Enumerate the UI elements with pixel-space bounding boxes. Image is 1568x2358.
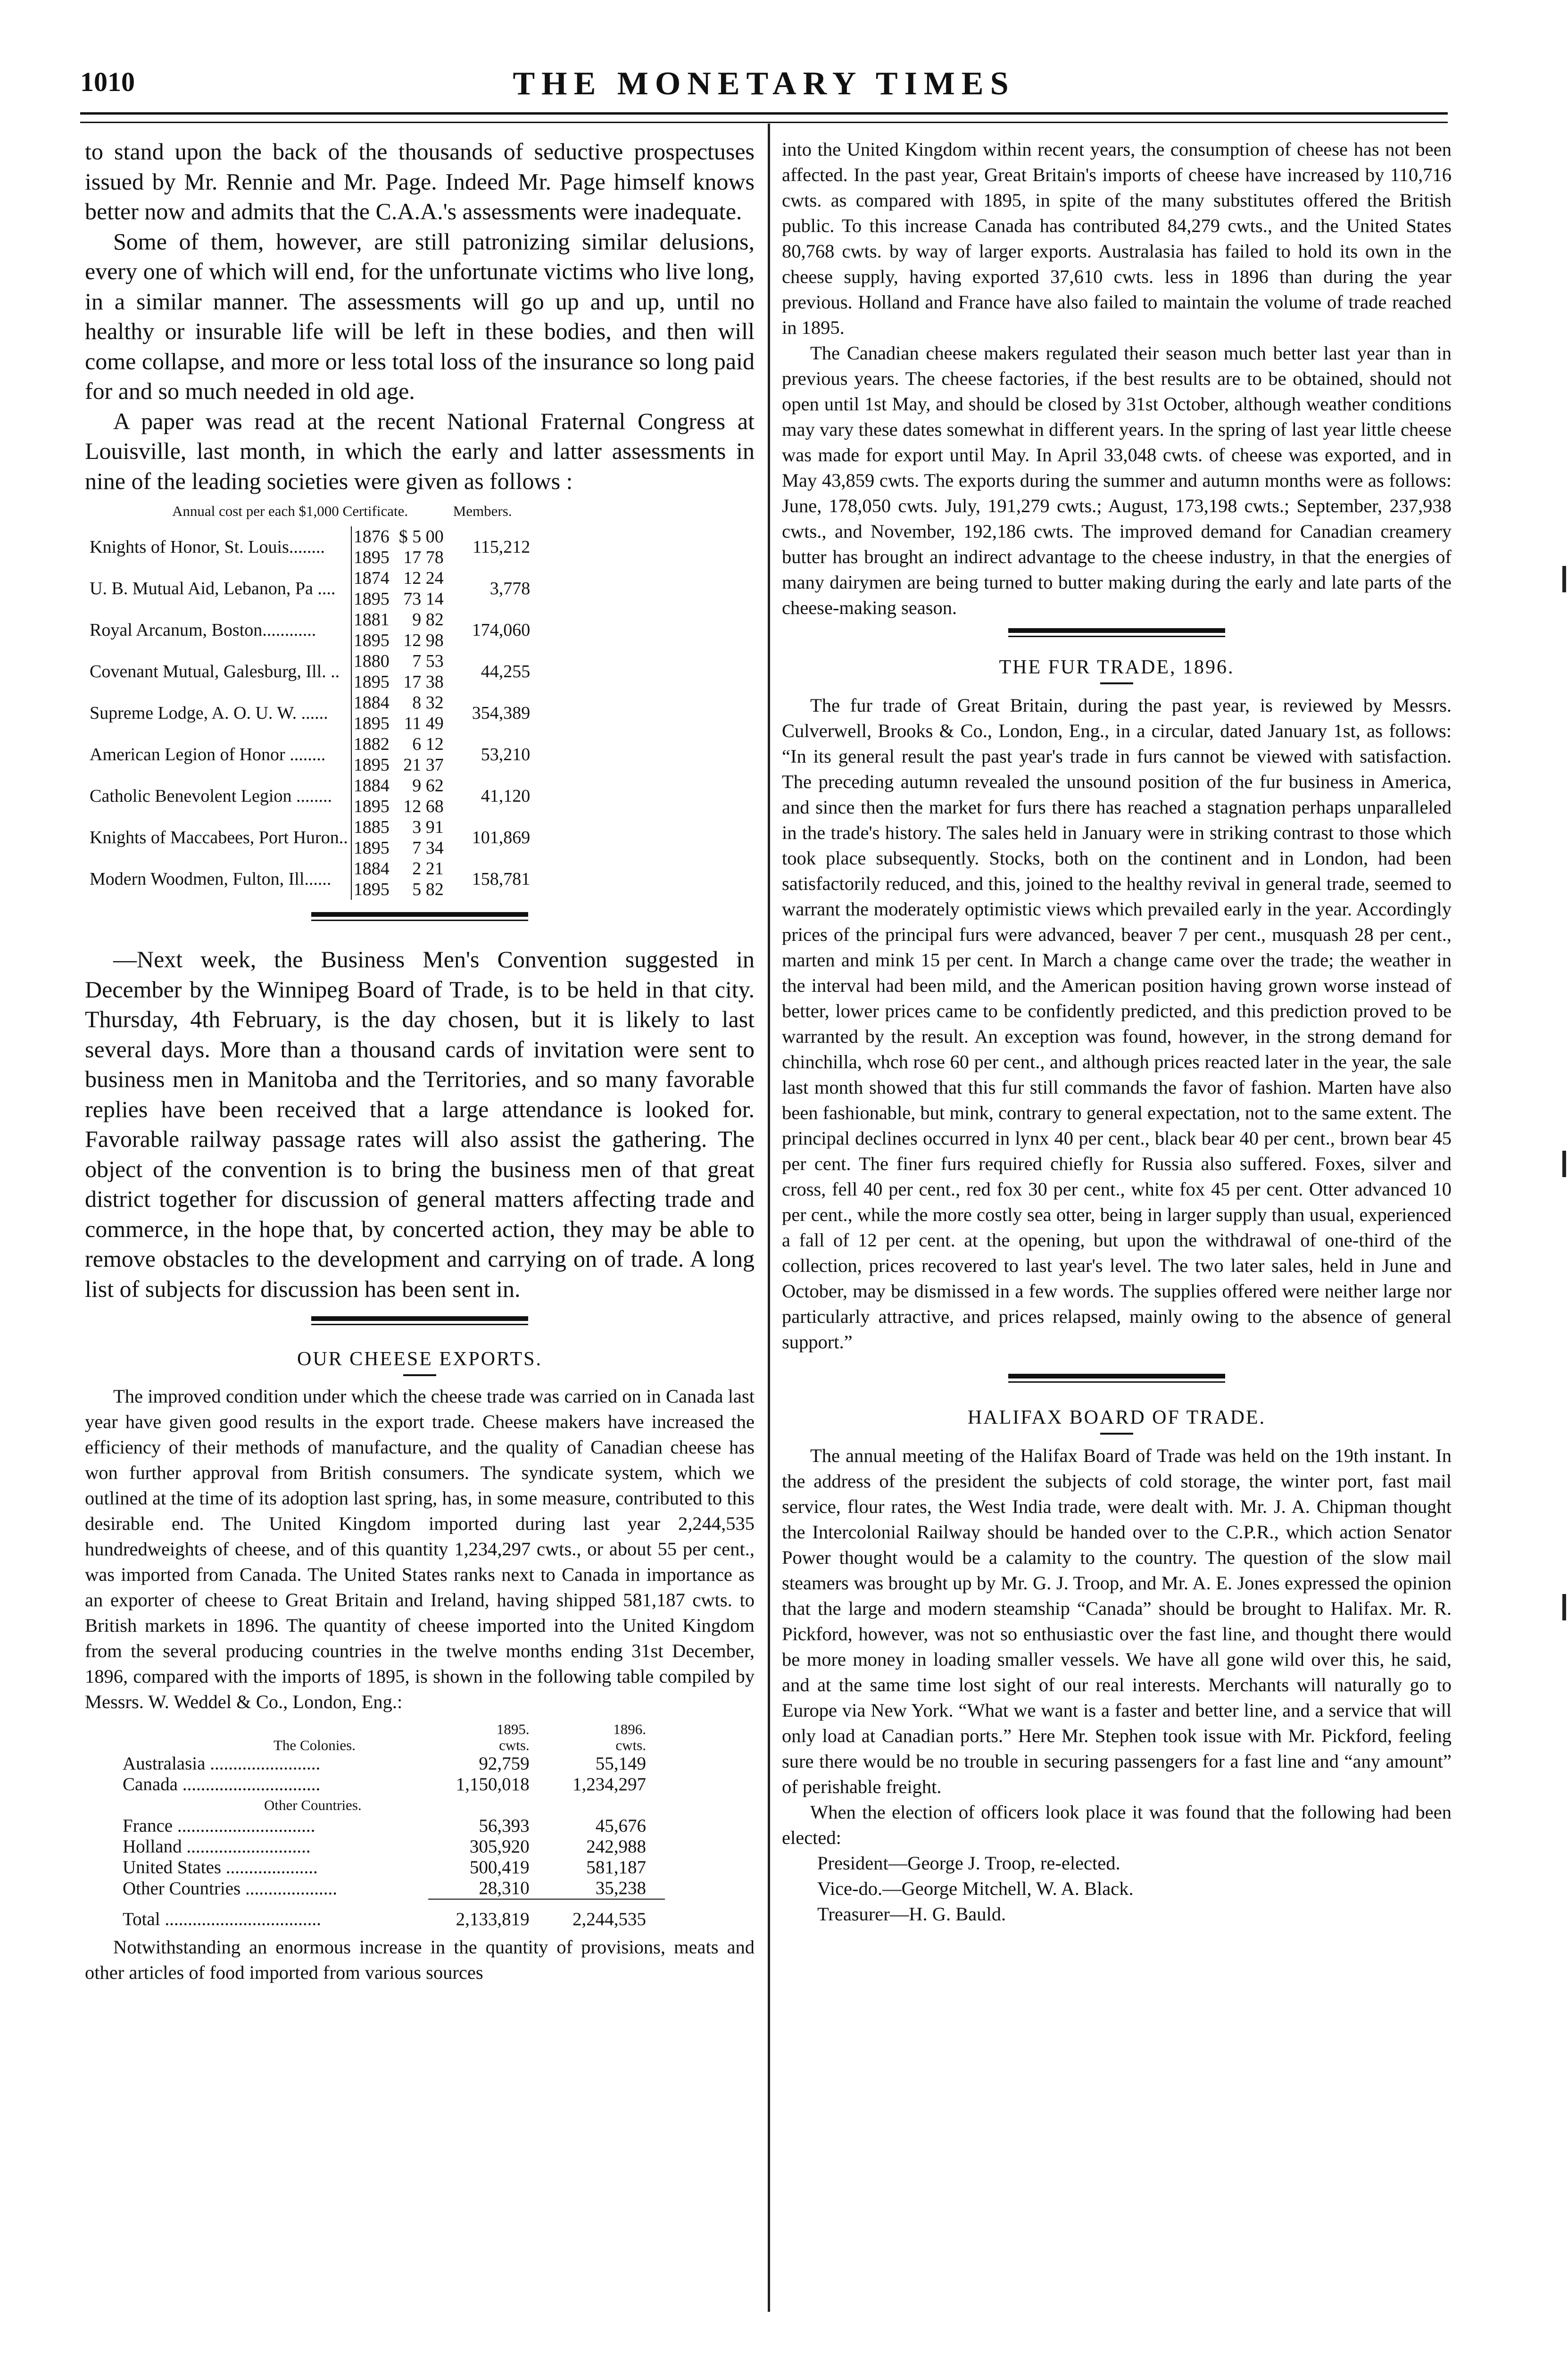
value-1895: 305,920 (469, 1836, 530, 1857)
assessment-cost: 3 91 (412, 817, 444, 837)
assessment-cost: 8 32 (412, 693, 444, 713)
article-paragraph: When the election of officers look place it was found that the following had been elected: (782, 1802, 1452, 1848)
society-name: Knights of Honor, St. Louis........ (90, 537, 325, 557)
fraternal-assessment-table (90, 503, 530, 900)
page-header (80, 61, 1448, 113)
assessment-cost: $ 5 00 (398, 527, 444, 547)
fraternal-row (90, 817, 530, 838)
assessment-year: 1881 (351, 609, 390, 630)
assessment-year: 1895 (351, 755, 390, 775)
assessment-year: 1895 (351, 672, 390, 692)
society-name: Covenant Mutual, Galesburg, Ill. .. (90, 662, 340, 681)
value-1896: 242,988 (586, 1836, 646, 1857)
right-column (782, 137, 1452, 1927)
assessment-cost: 12 98 (403, 631, 444, 650)
assessment-year: 1884 (351, 858, 390, 879)
section-title-halifax: HALIFAX BOARD OF TRADE. (967, 1407, 1266, 1428)
country-row (123, 1857, 665, 1878)
assessment-year: 1895 (351, 713, 390, 734)
country-name: Canada .............................. (123, 1774, 321, 1794)
assessment-cost: 12 24 (403, 568, 444, 588)
article-paragraph: —Next week, the Business Men's Convention suggested in December by the Winnipeg Board of Trade, is to be held in that city. Thursday, 4th February, is the day chosen, but it is likely to last several days. More than a thousand cards of invitation were sent to business men in Manitoba and the Territories, and so many favorable replies have been received that a large attendance is looked for. Favorable railway passage rates will also assist the gathering. The object of the convention is to bring the business men of that great district together for discussion of general matters affecting trade and commerce, in the hope that, by concerted action, they may be able to remove obstacles to the development and carrying on of trade. A long list of subjects for discussion has been sent in. (85, 946, 755, 1302)
country-name: Holland ........................... (123, 1836, 311, 1857)
value-1896: 55,149 (595, 1753, 646, 1774)
colonies-label: The Colonies. (274, 1737, 356, 1753)
article-paragraph: A paper was read at the recent National Fraternal Congress at Louisville, last month, in which the early and latter assessments in nine of the leading societies were given as follows : (85, 407, 755, 494)
society-members: 44,255 (481, 662, 531, 681)
assessment-year: 1895 (351, 630, 390, 651)
total-row (123, 1899, 665, 1930)
country-name: Other Countries .................... (123, 1878, 337, 1899)
value-1895: 28,310 (479, 1878, 530, 1898)
assessment-cost: 73 14 (403, 589, 444, 609)
country-name: United States .................... (123, 1857, 318, 1877)
assessment-year: 1884 (351, 775, 390, 796)
assessment-year: 1882 (351, 734, 390, 755)
members-column-header: Members. (453, 503, 512, 519)
section-rule (1008, 1374, 1225, 1378)
society-members: 3,778 (489, 579, 531, 598)
country-name: France .............................. (123, 1816, 315, 1836)
country-row (123, 1836, 665, 1857)
country-row (123, 1816, 665, 1836)
society-members: 174,060 (472, 620, 531, 640)
article-paragraph: to stand upon the back of the thousands of seductive prospectuses issued by Mr. Rennie and Mr. Page. Indeed Mr. Page himself knows better now and admits that the C.A.A.'s assessments were inadequate. (85, 138, 755, 224)
article-paragraph: The Canadian cheese makers regulated their season much better last year than in previous years. The cheese factories, if the best results are to be obtained, should not open until 1st May, and should be closed by 31st October, although weather conditions may vary these dates somewhat in different years. In the spring of last year little cheese was made for export until May. In April 33,048 cwts. of cheese was exported, and in May 43,859 cwts. The exports during the summer and autumn months were as follows: June, 178,050 cwts. July, 191,279 cwts.; August, 173,198 cwts.; September, 237,938 cwts., and November, 192,186 cwts. The improved demand for Canadian creamery butter has brought an indirect advantage to the cheese industry, in that the energies of many dairymen are being turned to butter making during the early and late parts of the cheese-making season. (782, 342, 1452, 618)
fraternal-row (90, 609, 530, 630)
title-dash (1100, 1433, 1133, 1435)
margin-mark (1562, 1594, 1566, 1620)
section-rule-thin (1008, 1381, 1225, 1383)
country-name: Australasia ........................ (123, 1753, 321, 1774)
col-1895: 1895. (496, 1721, 530, 1737)
header-rule-thin (80, 122, 1448, 123)
title-dash (403, 1374, 436, 1376)
assessment-year: 1895 (351, 838, 390, 858)
officer-line: President—George J. Troop, re-elected. (817, 1852, 1120, 1874)
assessment-cost: 9 62 (412, 776, 444, 796)
article-paragraph: into the United Kingdom within recent years, the consumption of cheese has not been affected. In the past year, Great Britain's imports of cheese have increased by 110,716 cwts. as compared with 1895, in spite of the many substitutes offered the British public. To this increase Canada has contributed 84,279 cwts., and the United States 80,768 cwts. by way of larger exports. Australasia has failed to hold its own in the cheese supply, having exported 37,610 cwts. less in 1896 than during the year previous. Holland and France have also failed to maintain the volume of trade reached in 1895. (782, 139, 1452, 338)
society-name: Catholic Benevolent Legion ........ (90, 786, 332, 806)
assessment-year: 1874 (351, 568, 390, 589)
margin-mark (1562, 566, 1566, 592)
society-members: 41,120 (481, 786, 531, 806)
cheese-table-body (123, 1753, 665, 1930)
assessment-cost: 6 12 (412, 734, 444, 754)
article-paragraph: The fur trade of Great Britain, during the past year, is reviewed by Messrs. Culverwell, Brooks & Co., London, Eng., in a circular, dated January 1st, as follows: “In its general result the past year's trade in furs cannot be viewed with satisfaction. The preceding autumn revealed the unsound position of the fur business in America, and since then the market for furs there has reached a stagnation perhaps unparalleled in the trade's history. The sales held in January were in striking contrast to those which took place subsequently. Stocks, both on the continent and in London, had been satisfactorily reduced, and this, joined to the healthy revival in general trade, seemed to warrant the moderately optimistic views which prevailed early in the year. Accordingly prices of the principal furs were advanced, beaver 7 per cent., musquash 28 per cent., marten and mink 15 per cent. In March a change came over the trade; the weather in the interval had been mild, and the American position having grown worse instead of better, lower prices came to be confidently predicted, and this prediction proved to be warranted by the result. An exception was found, however, in the strong demand for chinchilla, whch rose 60 per cent., and although prices reacted later in the year, the sale last month showed that this fur still commands the favor of fashion. Marten have also been fashionable, but mink, contrary to general expectation, not to the same extent. The principal declines occurred in lynx 40 per cent., black bear 40 per cent., brown bear 45 per cent. The finer furs required chiefly for Russia also suffered. Foxes, silver and cross, fell 40 per cent., red fox 30 per cent., white fox 45 per cent. Otter advanced 10 per cent., while the more costly sea otter, being in larger supply than usual, experienced a fall of 12 per cent. at the opening, but upon the withdrawal of one-third of the collection, prices recovered to last year's level. The two later sales, held in June and October, may be dismissed in a few words. The supplies offered were neither large nor particularly attractive, and prices relapsed, mainly owing to the absence of general support.” (782, 695, 1452, 1353)
value-1895: 56,393 (479, 1816, 530, 1836)
fraternal-row (90, 692, 530, 713)
assessment-cost: 2 21 (412, 859, 444, 879)
header-rule (80, 112, 1448, 115)
other-countries-label: Other Countries. (264, 1797, 362, 1813)
masthead-title: THE MONETARY TIMES (513, 66, 1015, 102)
assessment-year: 1895 (351, 796, 390, 817)
assessment-cost: 7 34 (412, 838, 444, 858)
title-dash (1100, 682, 1133, 684)
society-members: 158,781 (472, 869, 531, 889)
colony-row (123, 1753, 665, 1774)
section-rule-thin (311, 1324, 528, 1325)
assessment-cost: 11 49 (404, 714, 444, 733)
unit-1895: cwts. (499, 1737, 530, 1753)
cost-column-header: Annual cost per each $1,000 Certificate. (172, 503, 408, 519)
society-members: 115,212 (473, 537, 531, 557)
fraternal-row (90, 775, 530, 796)
cheese-imports-table (123, 1721, 665, 1930)
section-rule-thin (1008, 636, 1225, 637)
society-members: 101,869 (472, 828, 531, 847)
officer-line: Treasurer—H. G. Bauld. (817, 1903, 1006, 1925)
fraternal-row (90, 734, 530, 755)
other-countries-label-row (123, 1795, 665, 1816)
page-number: 1010 (80, 66, 135, 97)
society-members: 354,389 (472, 703, 531, 723)
fraternal-row (90, 858, 530, 879)
section-rule (311, 912, 528, 917)
section-rule-thin (311, 920, 528, 921)
value-1895: 92,759 (479, 1753, 530, 1774)
assessment-year: 1895 (351, 547, 390, 568)
section-rule (311, 1316, 528, 1321)
society-name: U. B. Mutual Aid, Lebanon, Pa .... (90, 579, 336, 598)
col-1896: 1896. (613, 1721, 646, 1737)
society-name: Modern Woodmen, Fulton, Ill...... (90, 869, 332, 889)
total-label: Total .................................. (123, 1909, 321, 1929)
assessment-cost: 12 68 (403, 797, 444, 816)
column-divider (768, 124, 770, 2312)
value-1896: 581,187 (586, 1857, 646, 1877)
article-paragraph: Some of them, however, are still patronizing similar delusions, every one of which will end, for the unfortunate victims who live long, in a similar manner. The assessments will go up and up, until no healthy or insurable life will be left in these bodies, and then will come collapse, and more or less total loss of the insurance so long paid for and so much needed in old age. (85, 228, 755, 404)
assessment-year: 1895 (351, 589, 390, 609)
assessment-year: 1876 (351, 526, 390, 547)
assessment-cost: 7 53 (412, 651, 444, 671)
assessment-cost: 9 82 (412, 610, 444, 630)
society-name: American Legion of Honor ........ (90, 745, 326, 764)
society-name: Knights of Maccabees, Port Huron.. (90, 828, 348, 847)
article-paragraph: Notwithstanding an enormous increase in the quantity of provisions, meats and other articles of food imported from various sources (85, 1936, 755, 1983)
assessment-year: 1880 (351, 651, 390, 672)
section-rule (1008, 628, 1225, 633)
fraternal-row (90, 651, 530, 672)
assessment-cost: 5 82 (412, 880, 444, 899)
value-1895: 500,419 (469, 1857, 530, 1877)
section-title-fur: THE FUR TRADE, 1896. (999, 656, 1235, 678)
margin-mark (1562, 1151, 1566, 1177)
article-paragraph: The improved condition under which the cheese trade was carried on in Canada last year have given good results in the export trade. Cheese makers have increased the efficiency of their methods of manufacture, and the quality of Canadian cheese has won further approval from British consumers. The syndicate system, which we outlined at the time of its adoption last spring, has, in some measure, contributed to this desirable end. The United Kingdom imported during last year 2,244,535 hundredweights of cheese, and of this quantity 1,234,297 cwts., or about 55 per cent., was imported from Canada. The United States ranks next to Canada in importance as an exporter of cheese to Great Britain and Ireland, having shipped 581,187 cwts. to British markets in 1896. The quantity of cheese imported into the United Kingdom from the several producing countries in the twelve months ending 31st December, 1896, compared with the imports of 1895, is shown in the following table compiled by Messrs. W. Weddel & Co., London, Eng.: (85, 1386, 755, 1712)
officers-list (782, 1851, 1452, 1927)
fraternal-row (90, 526, 530, 547)
value-1896: 35,238 (595, 1878, 646, 1898)
assessment-cost: 17 38 (403, 672, 444, 692)
assessment-cost: 21 37 (403, 755, 444, 775)
officer-line: Vice-do.—George Mitchell, W. A. Black. (817, 1878, 1134, 1899)
article-paragraph: The annual meeting of the Halifax Board of Trade was held on the 19th instant. In the address of the president the subjects of cold storage, the winter port, fast mail service, flour rates, the West India trade, were dealt with. Mr. J. A. Chipman thought the Intercolonial Railway should be handed over to the C.P.R., which action Senator Power thought would be a calamity to the country. The question of the slow mail steamers was brought up by Mr. G. J. Troop, and Mr. A. E. Jones expressed the opinion that the large and modern steamship “Canada” should be brought to Halifax. Mr. R. Pickford, however, was not so enthusiastic over the fast line, and thought there would be more money in loading smaller vessels. We have all gone wild over this, he said, and at the same time lost sight of our real interests. Merchants will naturally go to Europe via New York. “What we want is a faster and better line, and a service that will only load at Canadian ports.” Here Mr. Stephen took issue with Mr. Pickford, feeling sure there would be no trouble in securing passengers for a fast line and “any amount” of perishable freight. (782, 1445, 1452, 1797)
society-members: 53,210 (481, 745, 531, 764)
fraternal-table-body (90, 526, 530, 900)
assessment-year: 1895 (351, 879, 390, 900)
fraternal-row (90, 568, 530, 589)
society-name: Royal Arcanum, Boston............ (90, 620, 316, 640)
value-1896: 1,234,297 (572, 1774, 646, 1794)
total-1896: 2,244,535 (544, 1899, 665, 1930)
assessment-year: 1884 (351, 692, 390, 713)
value-1895: 1,150,018 (456, 1774, 530, 1794)
country-row (123, 1878, 665, 1899)
value-1896: 45,676 (595, 1816, 646, 1836)
society-name: Supreme Lodge, A. O. U. W. ...... (90, 703, 328, 723)
colony-row (123, 1774, 665, 1795)
assessment-year: 1885 (351, 817, 390, 838)
assessment-cost: 17 78 (403, 548, 444, 567)
unit-1896: cwts. (615, 1737, 646, 1753)
section-title-cheese: OUR CHEESE EXPORTS. (297, 1348, 543, 1370)
left-column (85, 137, 755, 1985)
total-1895: 2,133,819 (428, 1899, 543, 1930)
